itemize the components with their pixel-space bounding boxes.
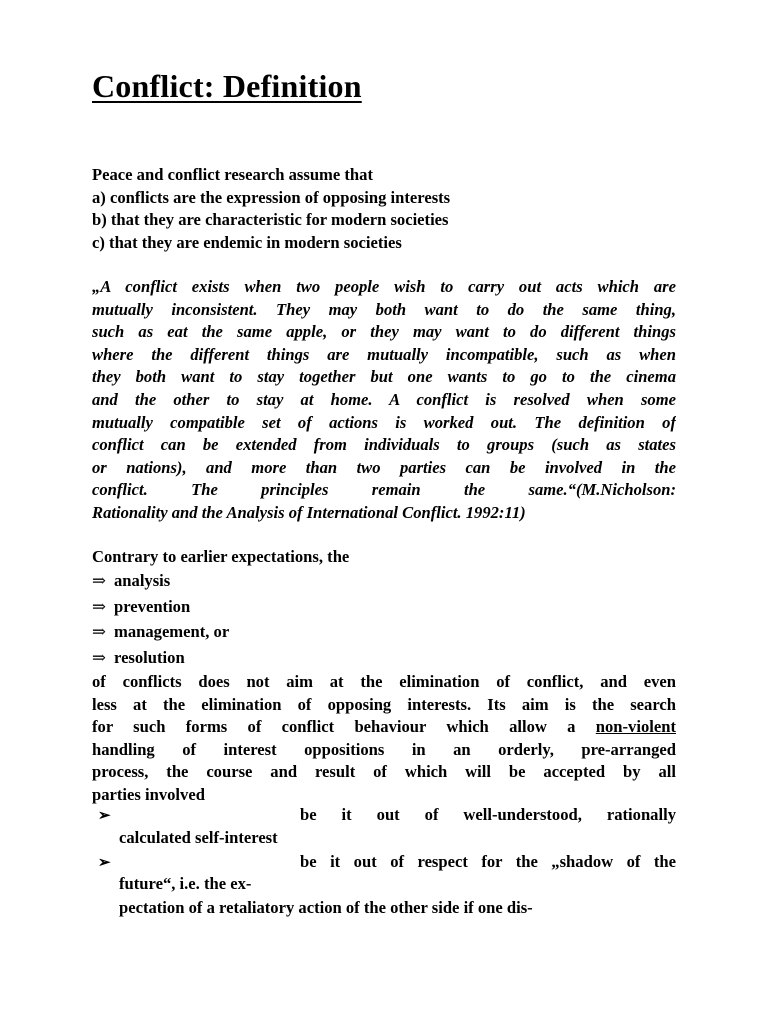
para-line: process, the course and result of which will be accepted by all [92,762,676,782]
quote-line: where the different things are mutually incompatible, such as when [92,344,676,364]
contrary-intro: Contrary to earlier expectations, the [92,547,350,566]
bullet-list [92,804,676,920]
non-violent-underlined: non-violent [595,717,676,737]
bullet-continuation: calculated self-interest [119,827,278,847]
aim-paragraph [92,671,676,807]
contrary-section [92,546,676,672]
quote-line: Rationality and the Analysis of International Conflict. 1992:11) [92,502,526,522]
para-line: of conflicts does not aim at the elimination of conflict, and even [92,672,676,691]
para-line-text: for such forms of conflict behaviour which allow a [92,717,576,737]
arrow-list-item [92,621,676,647]
arrow-list-item [92,570,676,596]
quote-line: „A conflict exists when two people wish to carry out acts which are [92,277,676,296]
page-title: Conflict: Definition [92,68,362,104]
intro-line: c) that they are endemic in modern societies [92,232,402,252]
para-line: less at the elimination of opposing interests. Its aim is the search [92,694,676,714]
bullet-item [92,804,676,827]
quote-line: mutually compatible set of actions is worked out. The definition of [92,412,676,432]
arrowhead-bullet-icon: ➢ [98,808,111,824]
arrow-item-label: management, or [114,622,230,641]
nicholson-quote [92,276,676,525]
quote-line: they both want to stay together but one wants to go to the cinema [92,367,676,387]
bullet-continuation: future“, i.e. the ex- [119,874,252,894]
arrow-item-label: resolution [114,647,185,667]
bullet-text: be it out of well-understood, rationally [300,805,676,824]
right-double-arrow-icon: ⇒ [92,647,106,667]
quote-line: and the other to stay at home. A conflict is resolved when some [92,389,676,409]
right-double-arrow-icon: ⇒ [92,596,106,616]
bullet-item [92,851,676,874]
arrow-list-item [92,596,676,622]
intro-list [92,164,676,254]
quote-line: conflict can be extended from individuals to groups (such as states [92,435,676,455]
intro-line: b) that they are characteristic for modern societies [92,210,449,230]
quote-line: mutually inconsistent. They may both want to do the same thing, [92,299,676,319]
arrow-list-item [92,647,676,673]
arrowhead-bullet-icon: ➢ [98,854,111,871]
para-line [92,716,676,739]
right-double-arrow-icon: ⇒ [92,622,106,641]
quote-line: or nations), and more than two parties can be involved in the [92,457,676,477]
intro-line: a) conflicts are the expression of opposing interests [92,187,451,207]
bullet-text: be it out of respect for the „shadow of the [300,851,676,871]
bullet-continuation: pectation of a retaliatory action of the other side if one dis- [119,898,533,918]
quote-line: such as eat the same apple, or they may want to do different things [92,322,676,342]
para-line: handling of interest oppositions in an orderly, pre-arranged [92,739,676,759]
para-line: parties involved [92,784,205,804]
arrow-item-label: prevention [114,596,191,616]
intro-line: Peace and conflict research assume that [92,165,373,184]
quote-line: conflict. The principles remain the same.“(M.Nicholson: [92,480,676,500]
right-double-arrow-icon: ⇒ [92,571,106,590]
arrow-item-label: analysis [114,571,171,590]
